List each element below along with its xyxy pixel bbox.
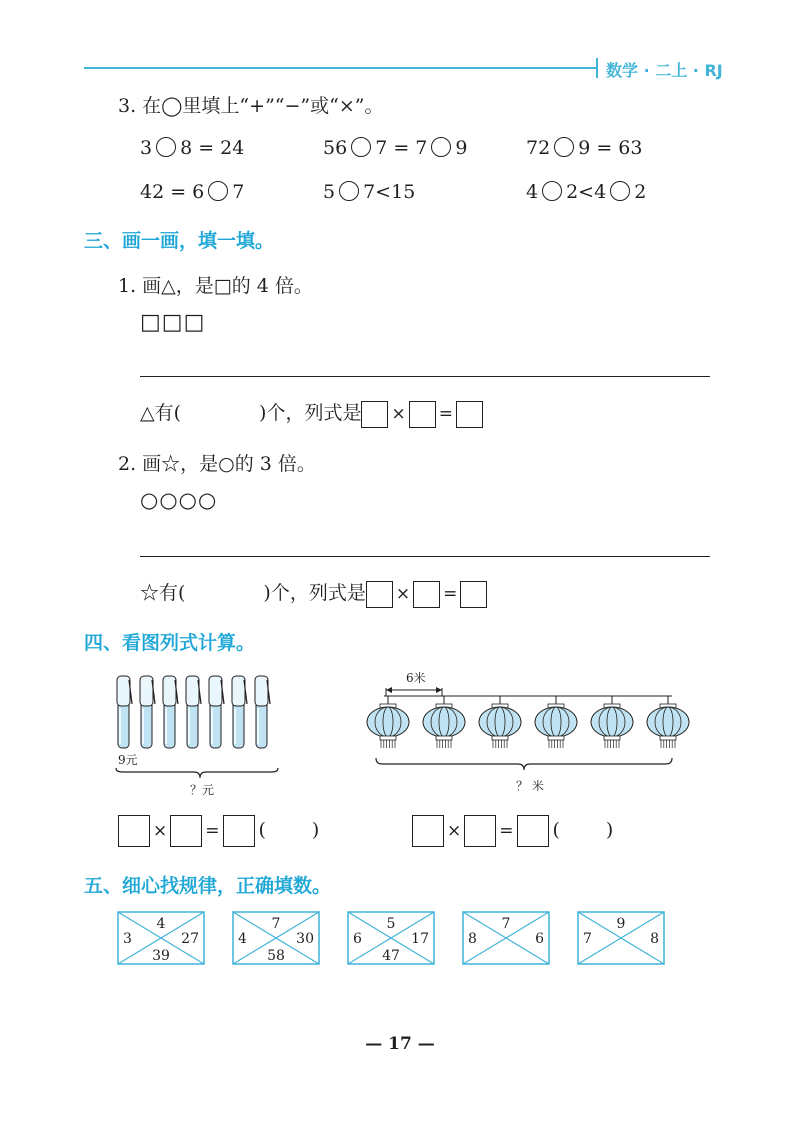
right-paren: ) <box>311 819 320 841</box>
equals-sign: = <box>443 584 458 604</box>
left-paren: ( <box>552 819 560 841</box>
pattern-left-number: 3 <box>123 931 132 947</box>
pen <box>209 676 224 748</box>
pattern-left-number: 6 <box>353 931 362 947</box>
answer-box[interactable] <box>460 581 487 608</box>
lanterns-brace <box>376 758 672 770</box>
pen <box>140 676 155 748</box>
fill-suffix: )个，列式是 <box>259 402 362 424</box>
answer-box[interactable] <box>223 815 255 847</box>
s3-p2-instruction: 2. 画☆，是○的 3 倍。 <box>118 453 316 475</box>
pens-brace <box>116 768 278 778</box>
pattern-top-number: 4 <box>156 916 166 932</box>
s3-p1-instruction: 1. 画△，是□的 4 倍。 <box>118 275 313 297</box>
eq-operand: 3 <box>140 137 153 159</box>
pattern-right-number: 17 <box>411 931 429 947</box>
right-paren: ) <box>605 819 614 841</box>
lantern <box>479 696 521 748</box>
eq-rest: 7 <box>232 181 245 203</box>
equals-sign: = <box>499 821 514 841</box>
lanterns-group <box>367 696 689 748</box>
pattern-right-number: 27 <box>181 931 199 947</box>
header-rule <box>84 67 596 69</box>
answer-box[interactable] <box>456 401 483 428</box>
answer-circle[interactable] <box>610 181 630 201</box>
pattern-top-number: 5 <box>386 916 396 932</box>
circle-shapes: ○○○○ <box>140 488 218 512</box>
answer-circle[interactable] <box>431 137 451 157</box>
pen <box>255 676 270 748</box>
q3-eq-2 <box>323 137 467 159</box>
fill-suffix: )个，列式是 <box>263 582 366 604</box>
answer-box[interactable] <box>361 401 388 428</box>
pens-group <box>117 676 270 748</box>
square-shapes: □□□ <box>140 310 206 335</box>
answer-box[interactable] <box>517 815 549 847</box>
q3-eq-1 <box>140 137 244 159</box>
eq-operand: 4 <box>526 181 539 203</box>
pen <box>163 676 178 748</box>
lantern <box>647 696 689 748</box>
left-paren: ( <box>258 819 266 841</box>
answer-circle[interactable] <box>156 137 176 157</box>
times-sign: × <box>153 821 168 841</box>
eq-operand: 9 <box>455 137 468 159</box>
drawing-line <box>140 556 710 557</box>
lanterns-question-label: ？ 米 <box>516 779 544 793</box>
pen <box>232 676 247 748</box>
s3-p2-fill <box>140 578 487 608</box>
pattern-box <box>577 911 665 965</box>
s3-p1-fill <box>140 398 483 428</box>
pattern-right-number: 8 <box>650 931 659 947</box>
q3-eq-4 <box>140 181 244 203</box>
eq-operand: 5 <box>323 181 336 203</box>
header-title: 数学 · 二上 · RJ <box>606 61 723 80</box>
equals-sign: = <box>205 821 220 841</box>
fill-prefix: ☆有( <box>140 582 186 604</box>
answer-box[interactable] <box>464 815 496 847</box>
pattern-right-number: 6 <box>535 931 544 947</box>
page-number: — 17 — <box>365 1034 435 1054</box>
pattern-top-number: 9 <box>616 916 626 932</box>
times-sign: × <box>395 584 411 604</box>
answer-box[interactable] <box>413 581 440 608</box>
pattern-bottom-number: 39 <box>152 948 170 964</box>
pattern-box <box>117 911 205 965</box>
pens-question-label: ？元 <box>190 783 215 797</box>
pattern-box <box>347 911 435 965</box>
answer-circle[interactable] <box>208 181 228 201</box>
answer-circle[interactable] <box>339 181 359 201</box>
pens-formula <box>118 815 319 847</box>
pen <box>117 676 132 748</box>
equals-sign: = <box>438 404 453 424</box>
fill-prefix: △有( <box>140 402 182 424</box>
answer-box[interactable] <box>412 815 444 847</box>
lantern-spacing-label: 6米 <box>406 671 426 685</box>
q3-eq-6 <box>526 181 646 203</box>
times-sign: × <box>391 404 406 424</box>
times-sign: × <box>447 821 462 841</box>
lantern <box>367 696 409 748</box>
q3-instruction: 3. 在◯里填上“+”“−”或“×”。 <box>118 95 384 117</box>
lantern <box>591 696 633 748</box>
eq-rest: 7<15 <box>363 181 416 203</box>
pattern-left-number: 7 <box>583 931 592 947</box>
answer-box[interactable] <box>409 401 436 428</box>
pattern-right-number: 30 <box>296 931 314 947</box>
eq-rest: 8 = 24 <box>180 137 245 159</box>
pen-price-label: 9元 <box>118 753 138 767</box>
pattern-top-number: 7 <box>501 916 511 932</box>
drawing-line <box>140 376 710 377</box>
eq-rest: 2<4 <box>566 181 607 203</box>
answer-circle[interactable] <box>351 137 371 157</box>
answer-circle[interactable] <box>542 181 562 201</box>
answer-circle[interactable] <box>554 137 574 157</box>
lantern <box>535 696 577 748</box>
lantern <box>423 696 465 748</box>
section-5-title: 五、细心找规律，正确填数。 <box>84 875 332 897</box>
pen <box>186 676 201 748</box>
pattern-bottom-number: 47 <box>382 948 400 964</box>
pattern-top-number: 7 <box>271 916 281 932</box>
pattern-box <box>462 911 550 965</box>
pens-illustration <box>110 670 290 800</box>
lanterns-formula <box>412 815 613 847</box>
header-divider <box>596 58 598 78</box>
eq-rest: 9 = 63 <box>578 137 643 159</box>
pattern-box <box>232 911 320 965</box>
q3-eq-3 <box>526 137 642 159</box>
eq-operand: 72 <box>526 137 551 159</box>
pattern-left-number: 4 <box>238 931 247 947</box>
lanterns-illustration <box>360 666 700 800</box>
answer-box[interactable] <box>366 581 393 608</box>
pattern-bottom-number: 58 <box>267 948 285 964</box>
eq-operand: 56 <box>323 137 348 159</box>
eq-operand: 42 = 6 <box>140 181 205 203</box>
section-3-title: 三、画一画，填一填。 <box>84 230 275 252</box>
section-4-title: 四、看图列式计算。 <box>84 632 256 654</box>
eq-rest: 7 = 7 <box>375 137 428 159</box>
eq-operand: 2 <box>634 181 647 203</box>
pattern-left-number: 8 <box>468 931 477 947</box>
answer-box[interactable] <box>170 815 202 847</box>
answer-box[interactable] <box>118 815 150 847</box>
q3-eq-5 <box>323 181 415 203</box>
